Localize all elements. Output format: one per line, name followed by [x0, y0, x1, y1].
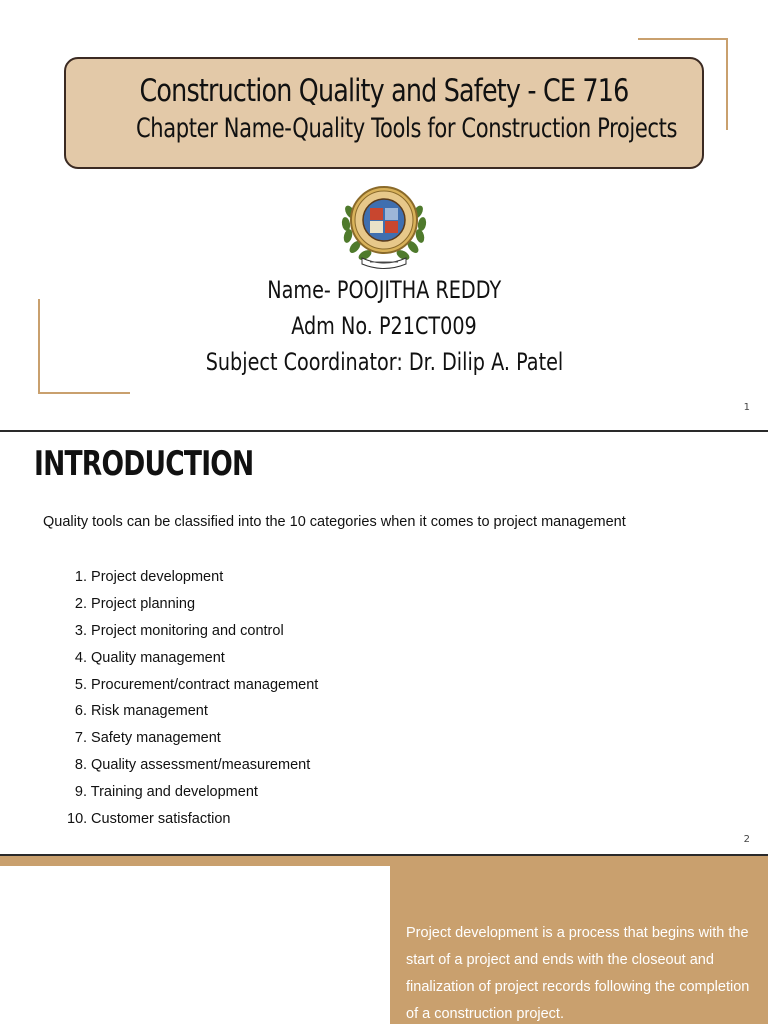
list-item-number: 7. — [74, 730, 87, 747]
list-item — [72, 782, 318, 809]
slide-1-page-number: 1 — [743, 402, 750, 413]
list-item — [67, 809, 318, 836]
list-item — [72, 567, 318, 594]
admission-number — [0, 312, 768, 340]
project-development-description: Project development is a process that begins with the start of a project and ends with the closeout and finalization of project records following the completion of a construction project. — [406, 925, 750, 1022]
list-item-label: Quality assessment/measurement — [91, 757, 311, 774]
list-item-number: 9. — [74, 784, 87, 801]
list-item-label: Training and development — [90, 784, 258, 801]
intro-paragraph: Quality tools can be classified into the 10 categories when it comes to project management — [43, 514, 626, 530]
list-item-label: Procurement/contract management — [91, 676, 319, 693]
list-item-label: Customer satisfaction — [91, 811, 231, 828]
list-item-label: Project development — [91, 569, 224, 585]
list-item — [72, 728, 318, 755]
list-item-label: Project planning — [91, 595, 196, 612]
admission-number-text: Adm No. P21CT009 — [291, 312, 477, 340]
list-item-label: Quality management — [91, 649, 225, 666]
subject-coordinator-text: Subject Coordinator: Dr. Dilip A. Patel — [205, 348, 563, 376]
list-item-number: 8. — [74, 757, 87, 774]
list-item — [72, 648, 318, 675]
list-item-label: Risk management — [91, 703, 208, 720]
list-item-number: 6. — [74, 703, 87, 720]
student-name — [0, 276, 768, 304]
list-item-number: 2. — [74, 595, 87, 612]
list-item — [72, 701, 318, 728]
list-item — [72, 594, 318, 621]
list-item-number: 5. — [74, 676, 87, 693]
section-heading: INTRODUCTION — [34, 444, 254, 484]
list-item-label: Project monitoring and control — [91, 622, 284, 639]
list-item-number: 1. — [74, 569, 87, 585]
list-item — [72, 621, 318, 648]
slide-divider-band — [0, 856, 768, 866]
list-item-number: 10. — [67, 811, 88, 828]
slide-1 — [0, 0, 768, 432]
title-box — [64, 57, 704, 169]
list-item-number: 3. — [74, 622, 87, 639]
chapter-subtitle: Chapter Name-Quality Tools for Construction Projects — [135, 113, 678, 144]
institute-emblem-icon — [336, 178, 432, 274]
list-item — [72, 675, 318, 702]
subject-coordinator — [0, 348, 768, 376]
list-item — [72, 755, 318, 782]
slide-title: Construction Quality and Safety - CE 716 — [139, 73, 629, 109]
list-item-number: 4. — [74, 649, 87, 666]
student-name-text: Name- POOJITHA REDDY — [267, 276, 501, 304]
slide-2-page-number: 2 — [743, 834, 750, 845]
categories-list — [67, 567, 319, 836]
list-item-label: Safety management — [91, 730, 221, 747]
